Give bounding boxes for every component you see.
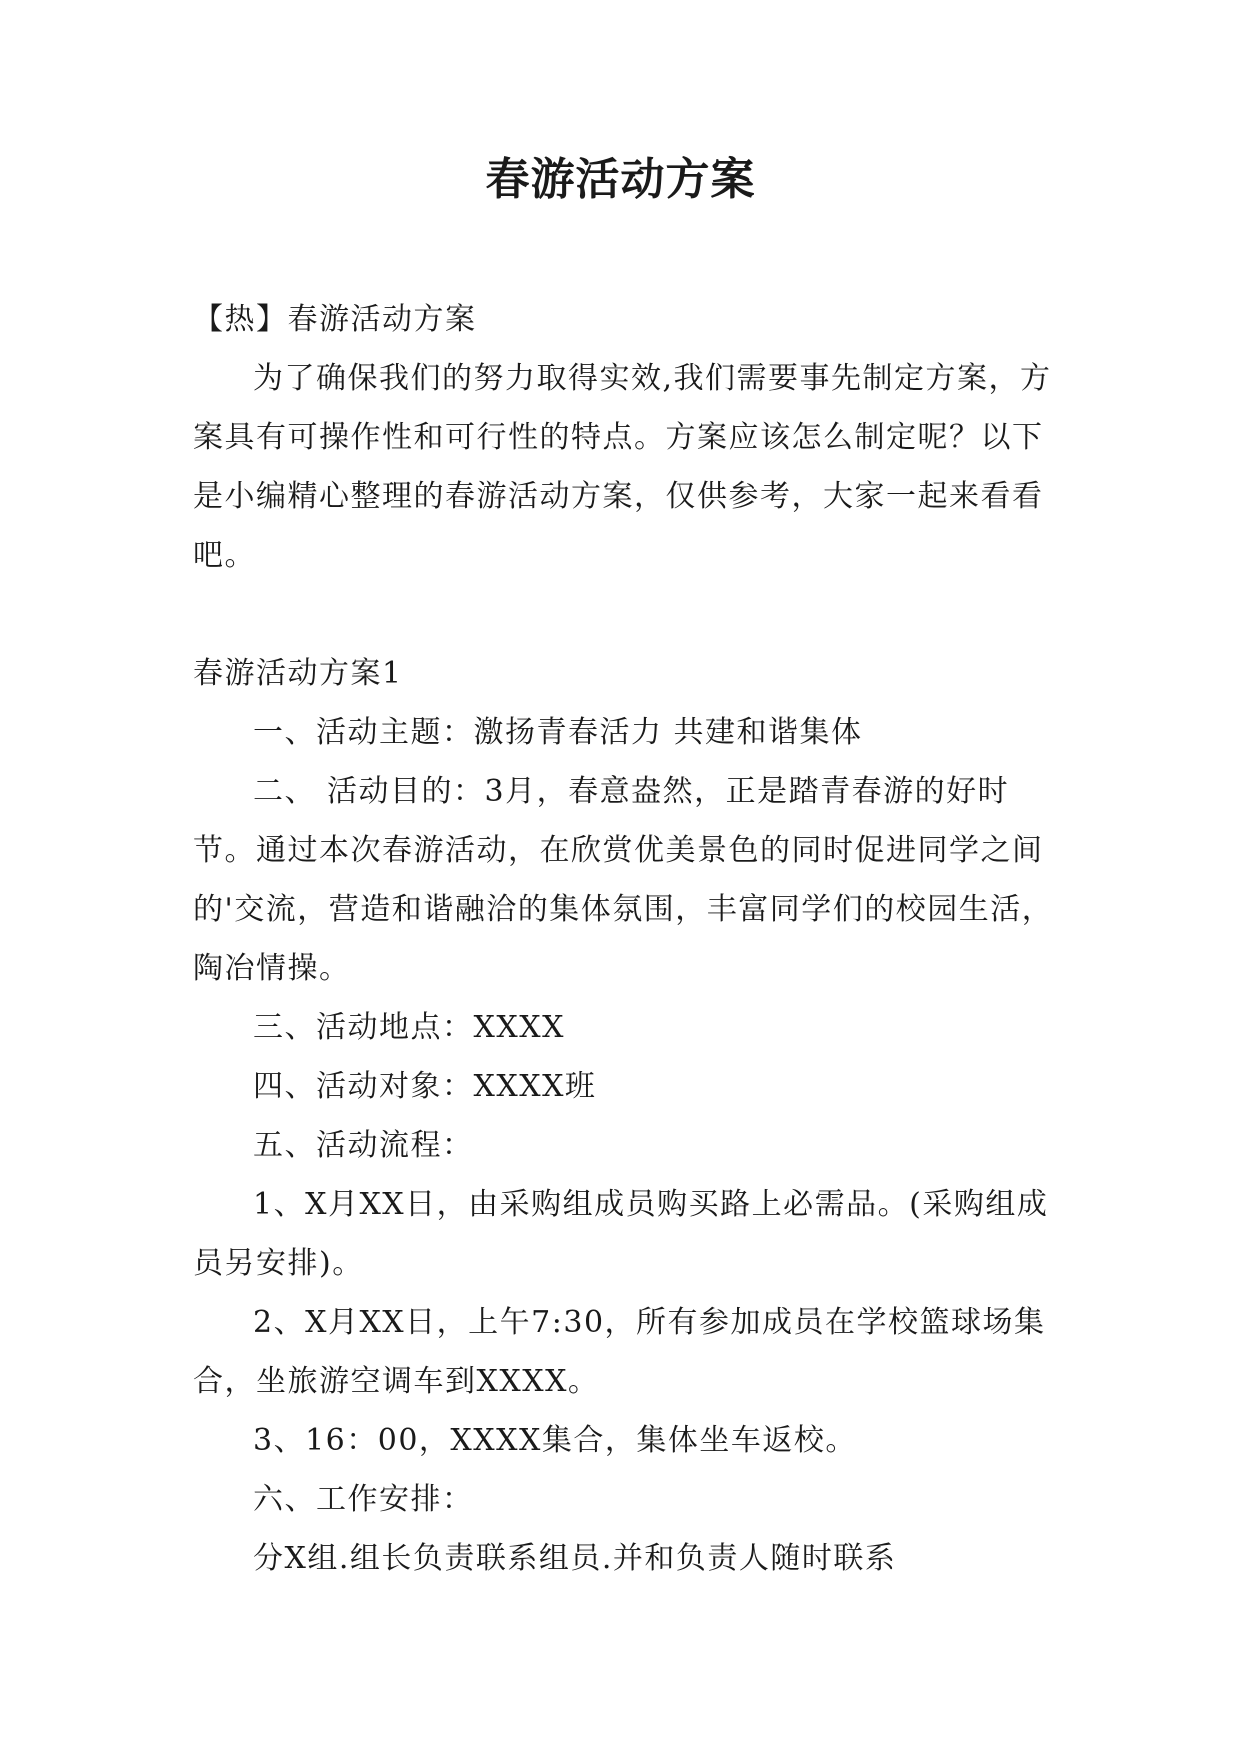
paragraph-theme: 一、活动主题：激扬青春活力 共建和谐集体 [253,715,863,750]
paragraph-work-heading: 六、工作安排： [253,1482,474,1517]
paragraph-process-step-3: 3、16：00，XXXX集合，集体坐车返校。 [253,1423,857,1458]
paragraph-process-step-1: 1、X月XX日，由采购组成员购买路上必需品。(采购组成员另安排)。 [193,1187,1049,1281]
paragraph-purpose: 二、 活动目的：3月，春意盎然，正是踏青春游的好时节。通过本次春游活动，在欣赏优美景色的同时促进同学之间的'交流，营造和谐融洽的集体氛围，丰富同学们的校园生活，陶冶情操。 [193,774,1054,986]
section-title: 春游活动方案1 [193,656,403,691]
intro-paragraph: 为了确保我们的努力取得实效,我们需要事先制定方案，方案具有可操作性和可行性的特点。方案应该怎么制定呢？以下是小编精心整理的春游活动方案，仅供参考，大家一起来看看吧。 [193,361,1052,573]
document-heading: 【热】春游活动方案 [193,302,477,337]
paragraph-location: 三、活动地点：XXXX [253,1010,565,1045]
document-body [193,290,1059,1588]
paragraph-work-groups: 分X组.组长负责联系组员.并和负责人随时联系 [253,1541,897,1576]
document-title: 春游活动方案 [485,154,756,205]
paragraph-participants: 四、活动对象：XXXX班 [253,1069,597,1104]
paragraph-process-heading: 五、活动流程： [253,1128,474,1163]
paragraph-process-step-2: 2、X月XX日，上午7:30，所有参加成员在学校篮球场集合，坐旅游空调车到XXXX。 [193,1305,1046,1399]
